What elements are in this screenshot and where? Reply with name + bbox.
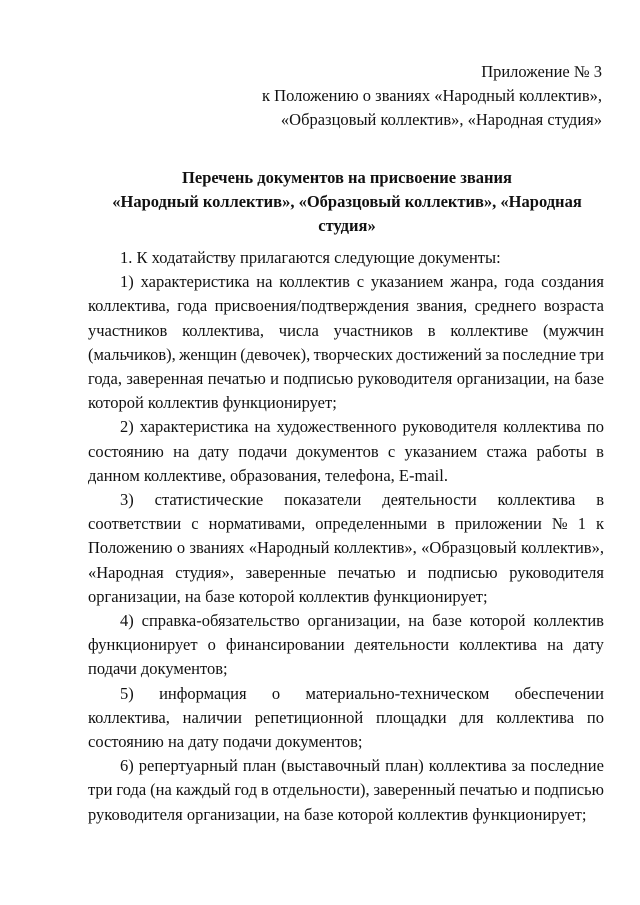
text-line: состоянию на дату подачи документов; — [88, 732, 363, 752]
appendix-reference-line-1: к Положению о званиях «Народный коллектив», — [262, 86, 602, 105]
text-line: которой коллектив функционирует; — [88, 393, 337, 413]
text-line: (мальчиков), женщин (девочек), творческих достижений за последние три — [88, 344, 604, 364]
document-title — [88, 166, 606, 238]
paragraph-7 — [88, 754, 604, 827]
text-line: 4) справка-обязательство организации, на базе которой коллектив — [120, 611, 604, 631]
appendix-header — [262, 60, 602, 132]
appendix-reference-line-2: «Образцовый коллектив», «Народная студия» — [280, 110, 602, 129]
text-line: функционирует о финансировании деятельности коллектива на дату — [88, 635, 604, 655]
text-line: года, заверенная печатью и подписью руководителя организации, на базе — [88, 369, 604, 389]
text-line: 1) характеристика на коллектив с указанием жанра, года создания — [120, 272, 604, 292]
text-line: «Народная студия», заверенные печатью и подписью руководителя — [88, 562, 604, 582]
text-line: коллектива, наличии репетиционной площадки для коллектива по — [88, 707, 604, 727]
paragraph-4 — [88, 488, 604, 609]
text-line: 2) характеристика на художественного руководителя коллектива по — [120, 417, 604, 437]
title-line-1: Перечень документов на присвоение звания — [182, 168, 512, 187]
text-line: руководителя организации, на базе которой коллектив функционирует; — [88, 804, 587, 824]
paragraph-1 — [88, 246, 604, 270]
document-body — [88, 246, 604, 827]
text-line: состоянию на дату подачи документов с указанием стажа работы в — [88, 441, 604, 461]
text-line: 6) репертуарный план (выставочный план) коллектива за последние — [120, 756, 604, 776]
paragraph-2 — [88, 270, 604, 415]
text-line: подачи документов; — [88, 659, 228, 679]
paragraph-5 — [88, 609, 604, 682]
title-line-3: студия» — [318, 216, 376, 235]
text-line: Положению о званиях «Народный коллектив», «Образцовый коллектив», — [88, 538, 604, 558]
text-line: участников коллектива, числа участников в коллективе (мужчин — [88, 320, 604, 340]
title-line-2: «Народный коллектив», «Образцовый коллектив», «Народная — [112, 192, 582, 211]
paragraph-6 — [88, 682, 604, 755]
text-line: 1. К ходатайству прилагаются следующие документы: — [120, 248, 501, 267]
text-line: 5) информация о материально-техническом обеспечении — [120, 683, 604, 703]
text-line: коллектива, года присвоения/подтверждения звания, среднего возраста — [88, 296, 604, 316]
paragraph-3 — [88, 415, 604, 488]
text-line: 3) статистические показатели деятельности коллектива в — [120, 490, 604, 510]
appendix-number: Приложение № 3 — [481, 62, 602, 81]
text-line: соответствии с нормативами, определенными в приложении № 1 к — [88, 514, 604, 534]
text-line: данном коллективе, образования, телефона, E-mail. — [88, 465, 448, 485]
text-line: три года (на каждый год в отдельности), заверенный печатью и подписью — [88, 780, 604, 800]
text-line: организации, на базе которой коллектив функционирует; — [88, 586, 488, 606]
